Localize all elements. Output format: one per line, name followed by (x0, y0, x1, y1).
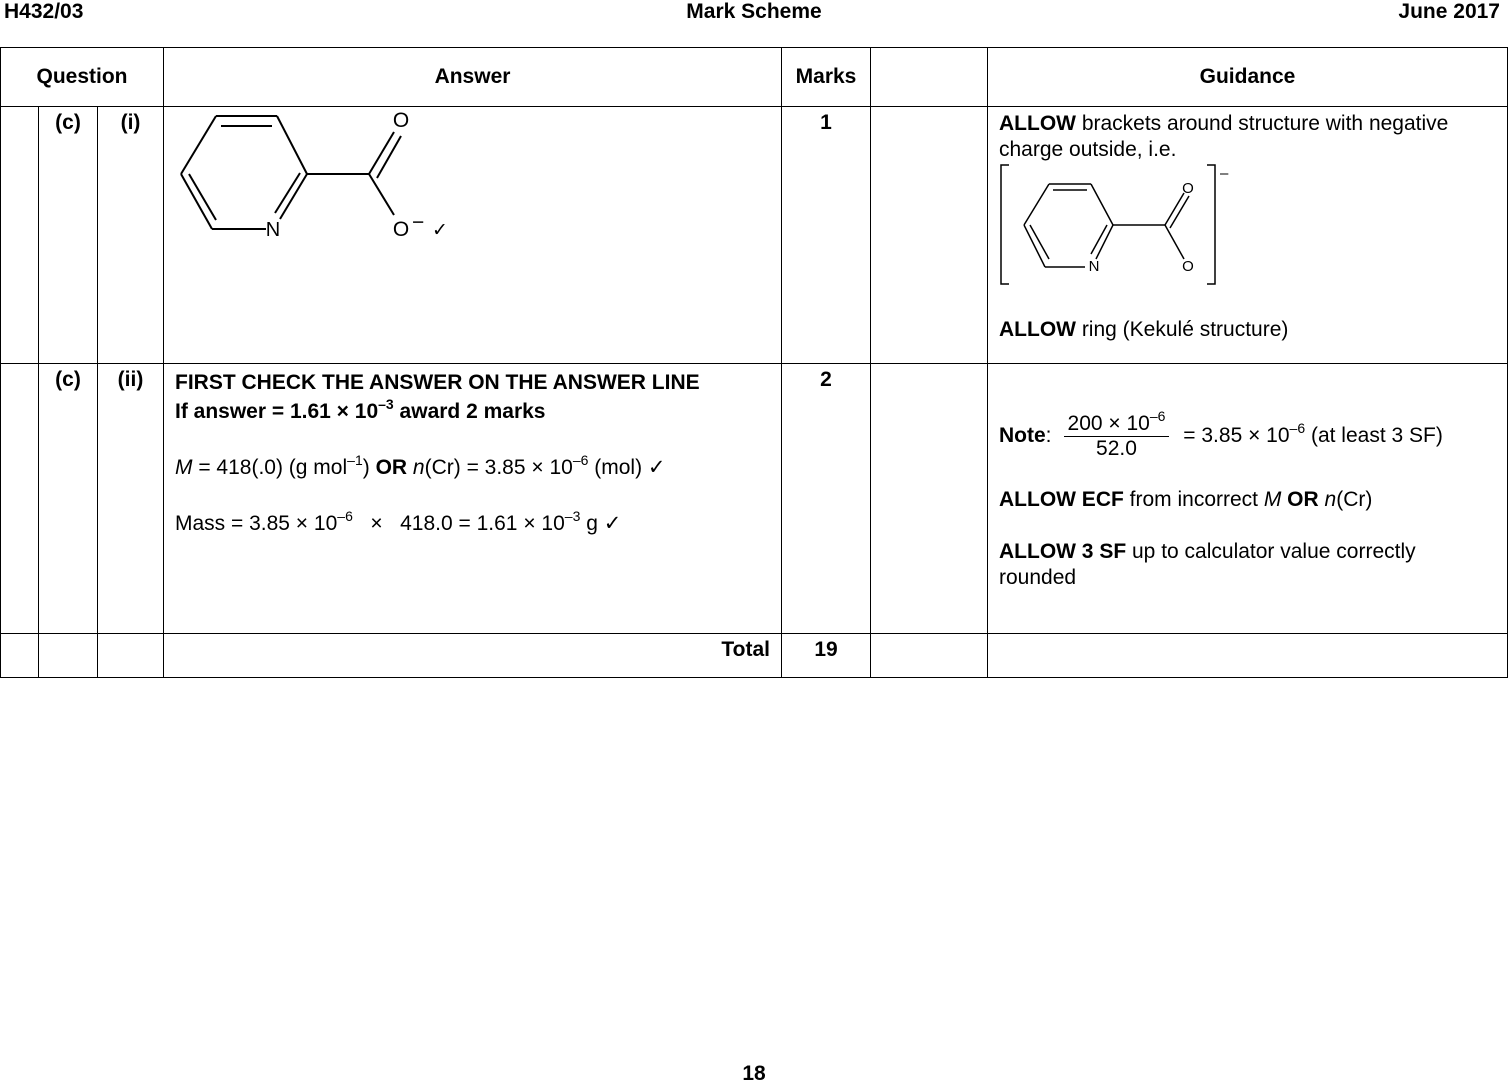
negative-charge: − (412, 211, 425, 234)
bracketed-structure (999, 163, 1239, 288)
fraction: $\frac{200 \times 10^{-6}}{52.0}$ (1064, 412, 1170, 461)
guidance-allow-ring: ALLOW ring (Kekulé structure) (999, 318, 1289, 341)
oxygen-label-bottom: O (1182, 258, 1194, 275)
document-title: Mark Scheme (686, 0, 822, 23)
answer-award-rule: If answer = $1.61 \times 10^{-3}$ award 2 marks (175, 396, 546, 423)
mark-scheme-table (0, 47, 1508, 678)
question-header: Question (1, 48, 164, 107)
nitrogen-label: N (1088, 258, 1100, 275)
answer-mass-line: Mass = $3.85 \times 10^{-6} \times 418.0 = 1.61 \times 10^{-3}$ g ✓ (175, 508, 622, 535)
question-subpart: (i) (98, 107, 164, 364)
question-number-cell (1, 364, 39, 634)
page-number: 18 (742, 1062, 766, 1085)
question-part: (c) (39, 107, 98, 364)
picolinate-structure (164, 107, 464, 247)
total-row (1, 634, 1508, 678)
paper-code: H432/03 (4, 0, 84, 23)
nitrogen-label: N (265, 219, 281, 241)
marks-header: Marks (782, 48, 871, 107)
total-marks: 19 (782, 634, 871, 678)
table-row (1, 364, 1508, 634)
exam-date: June 2017 (1398, 0, 1500, 23)
header-row (1, 48, 1508, 107)
blank-cell (871, 364, 988, 634)
guidance-header: Guidance (988, 48, 1508, 107)
question-subpart: (ii) (98, 364, 164, 634)
guidance-allow-ecf: ALLOW ECF from incorrect M OR n(Cr) (999, 488, 1373, 511)
answer-cell (164, 107, 782, 364)
question-number-cell (1, 107, 39, 364)
table-row (1, 107, 1508, 364)
answer-instruction: FIRST CHECK THE ANSWER ON THE ANSWER LINE (175, 371, 700, 394)
marks-value: 1 (782, 107, 871, 364)
oxygen-label-top: O (392, 109, 410, 132)
oxygen-label-bottom: O (392, 218, 410, 241)
tick-mark: ✓ (432, 220, 448, 241)
negative-charge: – (1220, 165, 1229, 182)
blank-header (871, 48, 988, 107)
guidance-allow-3sf: ALLOW 3 SF up to calculator value correctly rounded (999, 540, 1416, 589)
guidance-note: Note: $\frac{200 \times 10^{-6}}{52.0}$ = $3.85 \times 10^{-6}$ (at least 3 SF) (999, 408, 1443, 460)
total-label: Total (164, 634, 782, 678)
answer-cell (164, 364, 782, 634)
answer-molar-mass-line: M = 418(.0) (g mol$^{-1}$) OR $n(Cr) = 3.85 \times 10^{-6}$ (mol) ✓ (175, 452, 666, 479)
guidance-cell (988, 364, 1508, 634)
blank-cell (871, 107, 988, 364)
guidance-cell (988, 107, 1508, 364)
answer-header: Answer (164, 48, 782, 107)
guidance-allow-brackets: ALLOW brackets around structure with negative charge outside, i.e. (999, 112, 1449, 161)
question-part: (c) (39, 364, 98, 634)
oxygen-label-top: O (1182, 180, 1194, 197)
marks-value: 2 (782, 364, 871, 634)
